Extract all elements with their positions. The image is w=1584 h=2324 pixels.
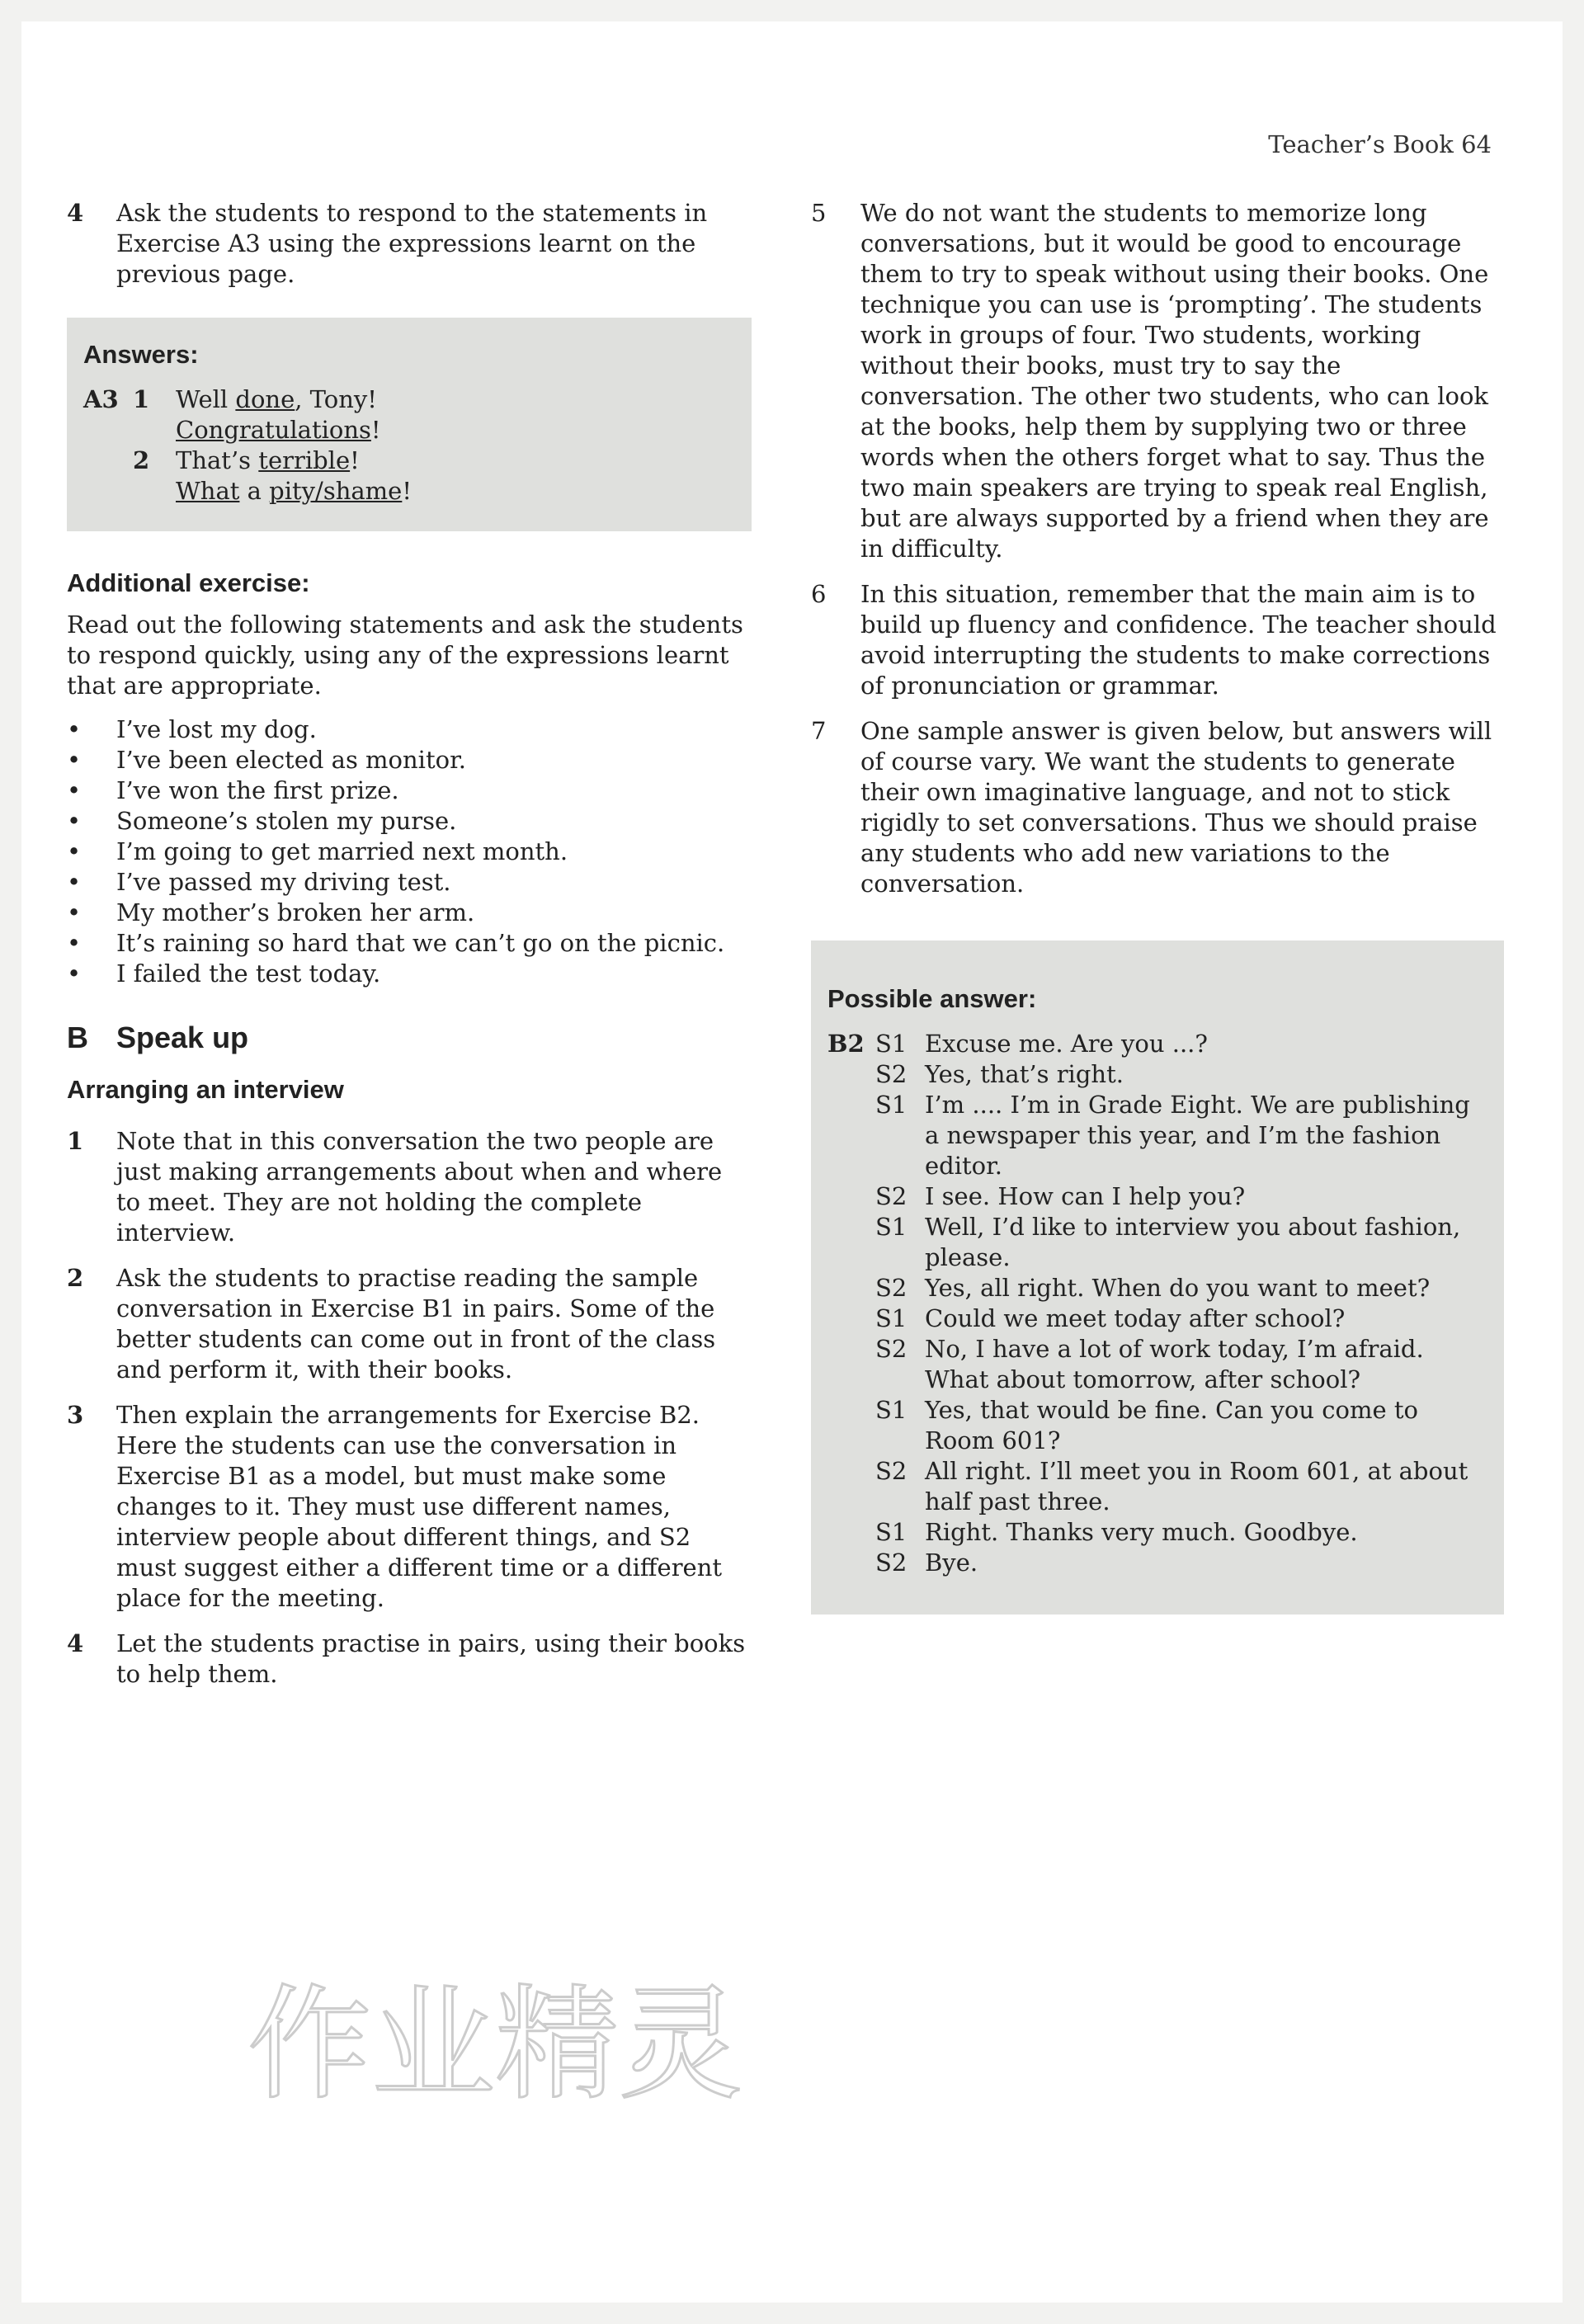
underlined-expression: What <box>176 477 240 505</box>
label-spacer <box>827 1273 875 1303</box>
answer-text-part: , Tony! <box>295 385 377 413</box>
bullet: • <box>67 868 82 896</box>
speaker: S2 <box>875 1060 908 1088</box>
item-text: Note that in this conversation the two people are just making arrangements about when and where to meet. They are not holding the complete interview. <box>116 1127 723 1247</box>
item-text: Ask the students to respond to the statements in Exercise A3 using the expressions learnt on the previous page. <box>116 199 708 288</box>
dialogue-text: Excuse me. Are you ...? <box>925 1030 1208 1058</box>
speaker: S1 <box>875 1030 908 1058</box>
dialogue-line <box>827 1212 1487 1273</box>
bullet: • <box>67 837 82 865</box>
list-item <box>67 837 752 867</box>
statement-text: I’ve won the first prize. <box>116 776 399 804</box>
bullet: • <box>67 746 82 774</box>
dialogue-line <box>827 1273 1487 1303</box>
item-text: In this situation, remember that the main aim is to build up fluency and confidence. The teacher should avoid interrupting the students to make corrections of pronunciation or grammar. <box>860 580 1497 700</box>
label-spacer <box>827 1181 875 1212</box>
exercise-label: B2 <box>827 1030 865 1058</box>
list-item <box>67 1126 752 1248</box>
arranging-title: Arranging an interview <box>67 1075 344 1104</box>
dialogue-text: Yes, that’s right. <box>925 1060 1124 1088</box>
dialogue-text: I’m .... I’m in Grade Eight. We are publishing a newspaper this year, and I’m the fashion editor. <box>925 1091 1470 1180</box>
label-spacer <box>827 1303 875 1334</box>
answer-label: A3 <box>83 385 119 413</box>
label-spacer <box>827 1212 875 1273</box>
bullet: • <box>67 929 82 957</box>
page-header: Teacher’s Book 64 <box>1268 130 1492 158</box>
statement-text: Someone’s stolen my purse. <box>116 807 457 835</box>
answer-text-part: ! <box>350 446 360 474</box>
dialogue-line <box>827 1334 1487 1395</box>
item-text: We do not want the students to memorize long conversations, but it would be good to encourage them to try to speak without using their books. One technique you can use is ‘prompting’. The students work in groups of four. Two students, working without their books, must try to say the conversation. The other two students, who can look at the books, help them by supplying two or three words when the others forget what to say. Thus the two main speakers are trying to speak real English, but are always supported by a friend when they are in difficulty. <box>860 199 1489 563</box>
speaker: S1 <box>875 1213 908 1241</box>
list-item <box>67 198 752 290</box>
watermark-logo <box>239 1955 743 2120</box>
dialogue-line <box>827 1303 1487 1334</box>
list-item <box>811 716 1504 899</box>
answer-text-part: That’s <box>176 446 259 474</box>
item-number: 4 <box>67 199 84 227</box>
list-item <box>67 867 752 898</box>
item-text: Let the students practise in pairs, using their books to help them. <box>116 1629 746 1688</box>
dialogue-line <box>827 1548 1487 1578</box>
dialogue-line <box>827 1395 1487 1456</box>
dialogue-line <box>827 1456 1487 1517</box>
list-item <box>67 714 752 745</box>
label-spacer <box>827 1059 875 1090</box>
list-item <box>67 745 752 775</box>
item-text: One sample answer is given below, but answers will of course vary. We want the students to generate their own imaginative language, and not to stick rigidly to set conversations. Thus we should praise any students who add new variations to the conversation. <box>860 717 1492 898</box>
label-spacer <box>827 1090 875 1181</box>
answer-row <box>83 445 735 507</box>
answer-label-empty <box>83 445 133 507</box>
statement-text: I’ve been elected as monitor. <box>116 746 466 774</box>
label-spacer <box>827 1334 875 1395</box>
bullet: • <box>67 776 82 804</box>
statement-text: I failed the test today. <box>116 959 381 988</box>
item-number: 1 <box>67 1127 84 1155</box>
speaker: S1 <box>875 1091 908 1119</box>
section-heading <box>67 1022 752 1053</box>
dialogue-line <box>827 1517 1487 1548</box>
possible-answer-title: Possible answer: <box>827 984 1037 1013</box>
list-item <box>67 898 752 928</box>
answer-index: 1 <box>133 385 150 413</box>
label-spacer <box>827 1548 875 1578</box>
answer-text-part: a <box>239 477 270 505</box>
possible-answer-box <box>811 940 1504 1615</box>
speaker: S1 <box>875 1304 908 1332</box>
dialogue-text: Bye. <box>925 1549 978 1577</box>
statement-text: I’ve lost my dog. <box>116 715 317 743</box>
answer-text-part: Well <box>176 385 236 413</box>
list-item <box>811 198 1504 564</box>
statement-text: I’ve passed my driving test. <box>116 868 451 896</box>
underlined-expression: pity/shame <box>269 477 403 505</box>
label-spacer <box>827 1517 875 1548</box>
statement-text: My mother’s broken her arm. <box>116 898 475 926</box>
right-column <box>811 198 1504 1651</box>
list-item <box>67 928 752 959</box>
dialogue-text: Could we meet today after school? <box>925 1304 1346 1332</box>
answer-text-part: ! <box>370 416 381 444</box>
speaker: S2 <box>875 1549 908 1577</box>
underlined-expression: terrible <box>258 446 351 474</box>
item-number: 5 <box>811 199 827 227</box>
statement-text: I’m going to get married next month. <box>116 837 568 865</box>
additional-exercise-title: Additional exercise: <box>67 568 310 597</box>
answers-title: Answers: <box>83 340 199 369</box>
item-number: 7 <box>811 717 827 745</box>
dialogue-text: I see. How can I help you? <box>925 1182 1246 1210</box>
answer-text <box>176 384 735 445</box>
underlined-expression: Congratulations <box>176 416 371 444</box>
bullet: • <box>67 715 82 743</box>
underlined-expression: done <box>235 385 295 413</box>
list-item <box>67 1263 752 1385</box>
item-text: Ask the students to practise reading the sample conversation in Exercise B1 in pairs. Some of the better students can come out in front of the class and perform it, with their books. <box>116 1264 716 1384</box>
statement-text: It’s raining so hard that we can’t go on the picnic. <box>116 929 725 957</box>
item-number: 3 <box>67 1401 84 1429</box>
watermark-text: 作业精灵 <box>248 1973 743 2117</box>
speaker: S1 <box>875 1518 908 1546</box>
answers-box <box>67 318 752 531</box>
item-text: Then explain the arrangements for Exercise B2. Here the students can use the conversation in Exercise B1 as a model, but must make some changes to it. They must use different names, interview people about different things, and S2 must suggest either a different time or a different place for the meeting. <box>116 1401 723 1612</box>
speaker: S2 <box>875 1335 908 1363</box>
dialogue-text: Well, I’d like to interview you about fashion, please. <box>925 1213 1461 1271</box>
dialogue-text: Yes, that would be fine. Can you come to Room 601? <box>925 1396 1418 1454</box>
dialogue-line <box>827 1181 1487 1212</box>
label-spacer <box>827 1456 875 1517</box>
dialogue-text: Right. Thanks very much. Goodbye. <box>925 1518 1358 1546</box>
dialogue-line <box>827 1059 1487 1090</box>
item-number: 6 <box>811 580 827 608</box>
list-item <box>67 775 752 806</box>
section-letter: B <box>67 1021 88 1054</box>
dialogue-line <box>827 1090 1487 1181</box>
dialogue-text: No, I have a lot of work today, I’m afraid. What about tomorrow, after school? <box>925 1335 1424 1393</box>
label-spacer <box>827 1395 875 1456</box>
dialogue-text: All right. I’ll meet you in Room 601, at about half past three. <box>925 1457 1468 1516</box>
item-number: 4 <box>67 1629 84 1657</box>
additional-exercise-intro: Read out the following statements and ask the students to respond quickly, using any of the expressions learnt that are appropriate. <box>67 610 743 700</box>
item-number: 2 <box>67 1264 84 1292</box>
answer-text <box>176 445 735 507</box>
statement-list <box>67 714 752 989</box>
dialogue-line <box>827 1029 1487 1059</box>
speaker: S1 <box>875 1396 908 1424</box>
dialogue-text: Yes, all right. When do you want to meet? <box>925 1274 1431 1302</box>
list-item <box>67 959 752 989</box>
list-item <box>67 806 752 837</box>
speaker: S2 <box>875 1274 908 1302</box>
speaker: S2 <box>875 1457 908 1485</box>
section-title: Speak up <box>116 1021 249 1054</box>
list-item <box>67 1629 752 1690</box>
left-column <box>67 198 752 1704</box>
bullet: • <box>67 807 82 835</box>
bullet: • <box>67 898 82 926</box>
list-item <box>67 1400 752 1614</box>
list-item <box>811 579 1504 701</box>
answer-index: 2 <box>133 446 150 474</box>
answer-text-part: ! <box>402 477 412 505</box>
bullet: • <box>67 959 82 988</box>
answer-row <box>83 384 735 445</box>
speaker: S2 <box>875 1182 908 1210</box>
